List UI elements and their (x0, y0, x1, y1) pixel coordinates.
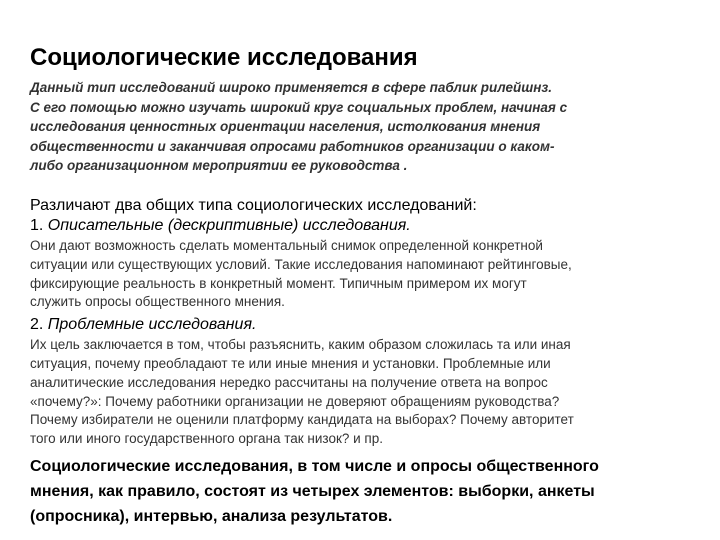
intro-line: С его помощью можно изучать широкий круг социальных проблем, начиная с (30, 99, 568, 115)
type2-title: Проблемные исследования. (47, 316, 257, 334)
type1-line: служить опросы общественного мнения. (30, 294, 285, 310)
type1-line: ситуации или существующих условий. Такие исследования напоминают рейтинговые, (30, 256, 572, 272)
intro-line: либо организационном мероприятии ее руководства . (30, 158, 408, 173)
type1-heading (30, 216, 695, 236)
type2-line: ситуация, почему преобладают те или иные мнения и установки. Проблемные или (30, 355, 551, 371)
conclusion-line: Социологические исследования, в том числе и опросы общественного (30, 458, 599, 475)
type2-description (30, 336, 695, 449)
type2-line: Их цель заключается в том, чтобы разъяснить, каким образом сложилась та или иная (30, 337, 571, 353)
type2-number: 2. (30, 316, 48, 334)
type1-number: 1. (30, 217, 48, 234)
body-text (30, 196, 695, 449)
type2-line: аналитические исследования нередко рассчитаны на получение ответа на вопрос (30, 374, 548, 390)
type2-line: «почему?»: Почему работники организации не доверяют обращениям руководства? (30, 393, 560, 409)
intro-paragraph (30, 78, 695, 176)
type1-line: фиксирующие реальность в конкретный момент. Типичным примером их могут (30, 275, 527, 291)
type1-title: Описательные (дескриптивные) исследования. (47, 217, 411, 234)
conclusion-line: мнения, как правило, состоят из четырех элементов: выборки, анкеты (30, 483, 595, 500)
intro-line: Данный тип исследований широко применяется в сфере паблик рилейшнз. (30, 80, 553, 95)
intro-line: исследования ценностных ориентации населения, истолкования мнения (30, 119, 541, 134)
type1-description (30, 237, 695, 312)
intro-line: общественности и заканчивая опросами работников организации о каком- (30, 138, 555, 154)
types-intro: Различают два общих типа социологических исследований: (30, 197, 477, 214)
slide-title: Социологические исследования (30, 44, 418, 71)
conclusion-line: (опросника), интервью, анализа результатов. (30, 508, 393, 525)
conclusion-paragraph (30, 454, 695, 529)
type1-line: Они дают возможность сделать моментальный снимок определенной конкретной (30, 238, 543, 253)
type2-line: Почему избиратели не оценили платформу кандидата на выборах? Почему авторитет (30, 412, 574, 428)
type2-line: того или иного государственного органа так низок? и пр. (30, 431, 384, 447)
type2-heading (30, 315, 695, 335)
